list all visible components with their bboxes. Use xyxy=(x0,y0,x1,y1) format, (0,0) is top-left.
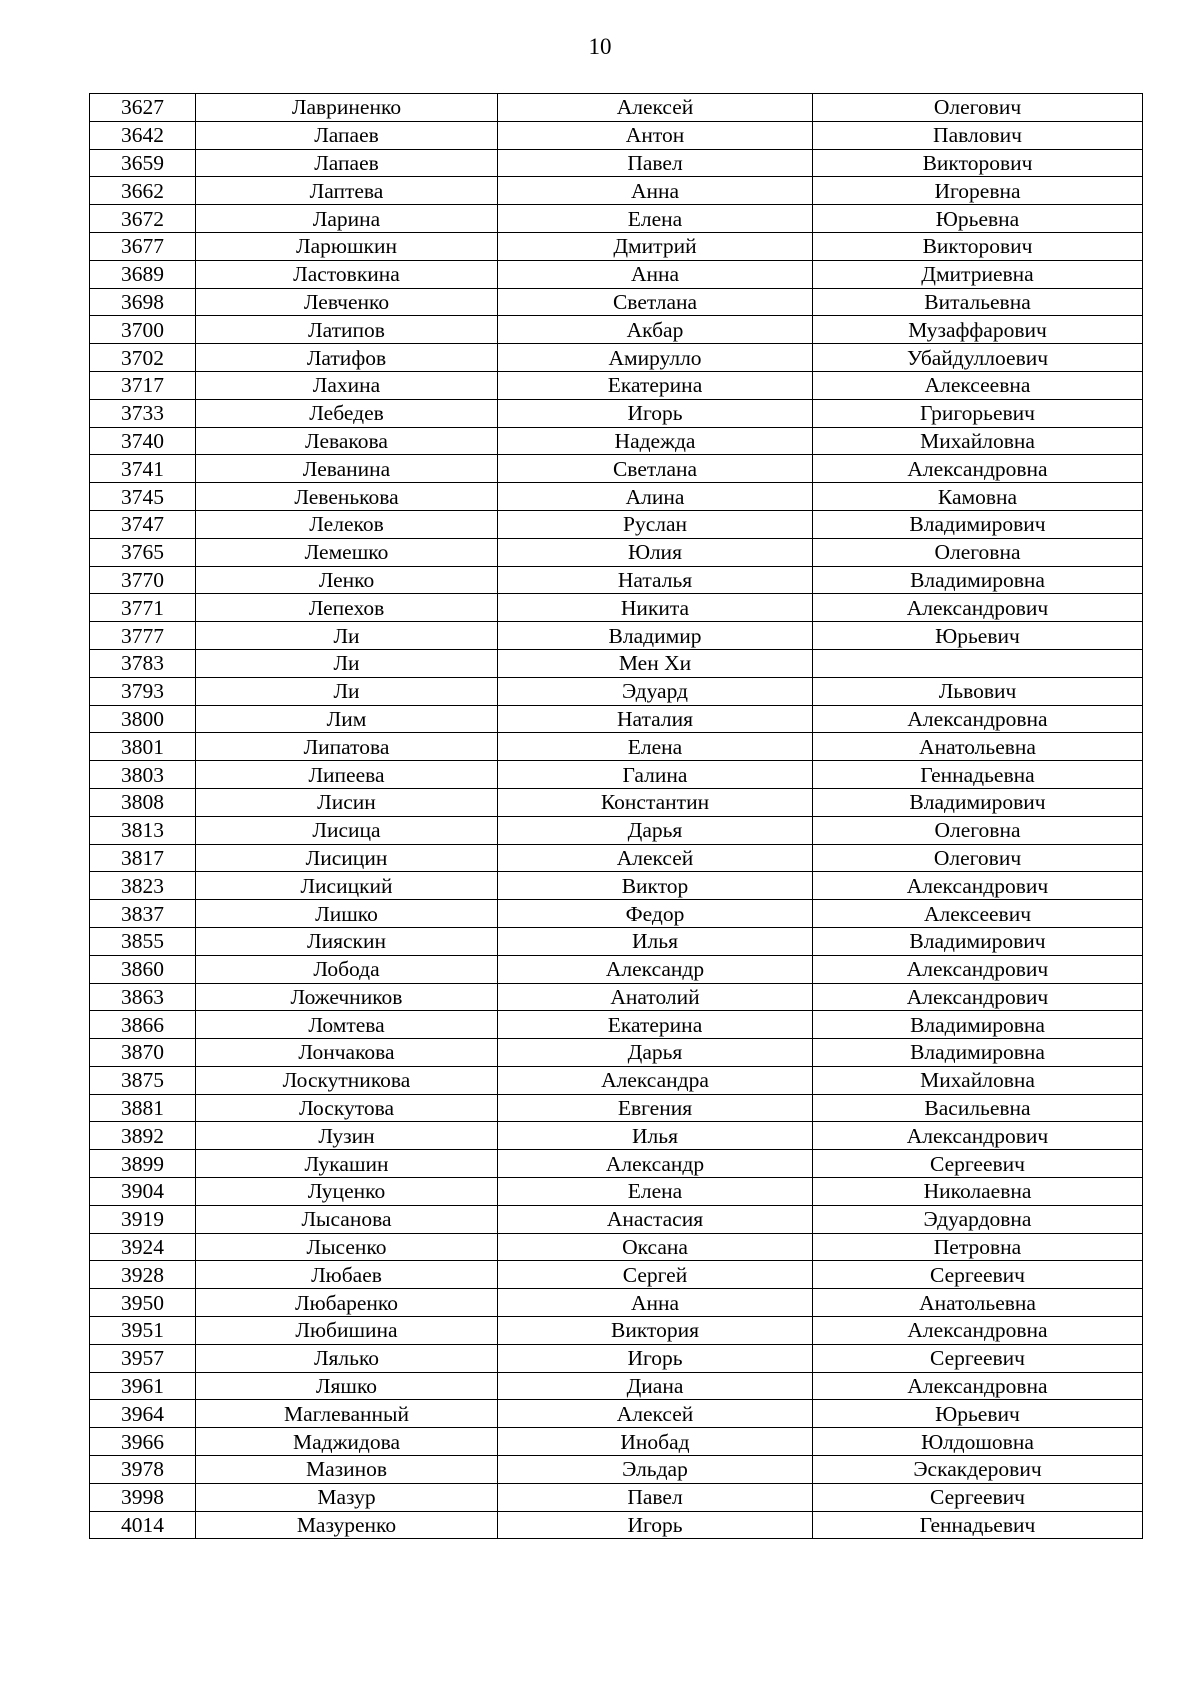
last-name-cell: Ленко xyxy=(196,566,498,594)
id-cell: 3928 xyxy=(90,1261,196,1289)
patronymic-cell: Витальевна xyxy=(813,288,1143,316)
patronymic-cell: Сергеевич xyxy=(813,1344,1143,1372)
first-name-cell: Елена xyxy=(498,1178,813,1206)
patronymic-cell: Алексеевна xyxy=(813,371,1143,399)
patronymic-cell: Александрович xyxy=(813,1122,1143,1150)
last-name-cell: Лахина xyxy=(196,371,498,399)
patronymic-cell: Григорьевич xyxy=(813,399,1143,427)
last-name-cell: Любаренко xyxy=(196,1289,498,1317)
id-cell: 3904 xyxy=(90,1178,196,1206)
id-cell: 3627 xyxy=(90,94,196,122)
patronymic-cell: Сергеевич xyxy=(813,1150,1143,1178)
patronymic-cell: Викторович xyxy=(813,232,1143,260)
patronymic-cell: Павлович xyxy=(813,121,1143,149)
id-cell: 3677 xyxy=(90,232,196,260)
table-row xyxy=(90,232,1143,260)
last-name-cell: Левенькова xyxy=(196,483,498,511)
first-name-cell: Игорь xyxy=(498,1511,813,1539)
first-name-cell: Александра xyxy=(498,1066,813,1094)
patronymic-cell: Владимировна xyxy=(813,566,1143,594)
id-cell: 3919 xyxy=(90,1205,196,1233)
id-cell: 3765 xyxy=(90,538,196,566)
first-name-cell: Сергей xyxy=(498,1261,813,1289)
patronymic-cell: Васильевна xyxy=(813,1094,1143,1122)
first-name-cell: Дмитрий xyxy=(498,232,813,260)
first-name-cell: Мен Хи xyxy=(498,649,813,677)
table-row xyxy=(90,566,1143,594)
first-name-cell: Анатолий xyxy=(498,983,813,1011)
first-name-cell: Эдуард xyxy=(498,677,813,705)
page-number: 10 xyxy=(588,34,612,59)
patronymic-cell: Петровна xyxy=(813,1233,1143,1261)
first-name-cell: Наталия xyxy=(498,705,813,733)
table-row xyxy=(90,205,1143,233)
id-cell: 3740 xyxy=(90,427,196,455)
last-name-cell: Мазуренко xyxy=(196,1511,498,1539)
last-name-cell: Левченко xyxy=(196,288,498,316)
patronymic-cell: Сергеевич xyxy=(813,1483,1143,1511)
id-cell: 3978 xyxy=(90,1456,196,1484)
first-name-cell: Екатерина xyxy=(498,371,813,399)
last-name-cell: Луценко xyxy=(196,1178,498,1206)
last-name-cell: Латифов xyxy=(196,344,498,372)
table-row xyxy=(90,594,1143,622)
first-name-cell: Юлия xyxy=(498,538,813,566)
table-row xyxy=(90,927,1143,955)
patronymic-cell: Эскакдерович xyxy=(813,1456,1143,1484)
id-cell: 3855 xyxy=(90,927,196,955)
first-name-cell: Дарья xyxy=(498,816,813,844)
table-row xyxy=(90,1317,1143,1345)
id-cell: 3813 xyxy=(90,816,196,844)
id-cell: 3866 xyxy=(90,1011,196,1039)
last-name-cell: Лысанова xyxy=(196,1205,498,1233)
table-row xyxy=(90,1150,1143,1178)
patronymic-cell: Убайдуллоевич xyxy=(813,344,1143,372)
first-name-cell: Дарья xyxy=(498,1039,813,1067)
id-cell: 3700 xyxy=(90,316,196,344)
first-name-cell: Алексей xyxy=(498,844,813,872)
id-cell: 3800 xyxy=(90,705,196,733)
patronymic-cell: Игоревна xyxy=(813,177,1143,205)
table-row xyxy=(90,1233,1143,1261)
id-cell: 3745 xyxy=(90,483,196,511)
first-name-cell: Анна xyxy=(498,177,813,205)
patronymic-cell: Сергеевич xyxy=(813,1261,1143,1289)
patronymic-cell: Александрович xyxy=(813,983,1143,1011)
roster-table-body xyxy=(90,94,1143,1539)
table-row xyxy=(90,1372,1143,1400)
last-name-cell: Ларюшкин xyxy=(196,232,498,260)
last-name-cell: Липеева xyxy=(196,761,498,789)
id-cell: 3702 xyxy=(90,344,196,372)
last-name-cell: Леванина xyxy=(196,455,498,483)
first-name-cell: Никита xyxy=(498,594,813,622)
table-row xyxy=(90,622,1143,650)
id-cell: 3964 xyxy=(90,1400,196,1428)
table-row xyxy=(90,649,1143,677)
last-name-cell: Лапаев xyxy=(196,121,498,149)
patronymic-cell: Дмитриевна xyxy=(813,260,1143,288)
first-name-cell: Игорь xyxy=(498,399,813,427)
patronymic-cell: Олеговна xyxy=(813,538,1143,566)
first-name-cell: Евгения xyxy=(498,1094,813,1122)
patronymic-cell: Викторович xyxy=(813,149,1143,177)
last-name-cell: Лемешко xyxy=(196,538,498,566)
first-name-cell: Федор xyxy=(498,900,813,928)
patronymic-cell: Александровна xyxy=(813,455,1143,483)
table-row xyxy=(90,1205,1143,1233)
last-name-cell: Маджидова xyxy=(196,1428,498,1456)
first-name-cell: Анна xyxy=(498,1289,813,1317)
last-name-cell: Лысенко xyxy=(196,1233,498,1261)
last-name-cell: Левакова xyxy=(196,427,498,455)
first-name-cell: Надежда xyxy=(498,427,813,455)
patronymic-cell: Владимировна xyxy=(813,1011,1143,1039)
table-row xyxy=(90,1039,1143,1067)
first-name-cell: Антон xyxy=(498,121,813,149)
last-name-cell: Лузин xyxy=(196,1122,498,1150)
first-name-cell: Светлана xyxy=(498,455,813,483)
patronymic-cell: Юрьевич xyxy=(813,622,1143,650)
patronymic-cell: Геннадьевна xyxy=(813,761,1143,789)
patronymic-cell: Олегович xyxy=(813,844,1143,872)
last-name-cell: Лоскутникова xyxy=(196,1066,498,1094)
first-name-cell: Галина xyxy=(498,761,813,789)
id-cell: 3741 xyxy=(90,455,196,483)
id-cell: 3892 xyxy=(90,1122,196,1150)
first-name-cell: Диана xyxy=(498,1372,813,1400)
last-name-cell: Лебедев xyxy=(196,399,498,427)
last-name-cell: Лукашин xyxy=(196,1150,498,1178)
table-row xyxy=(90,1122,1143,1150)
patronymic-cell: Алексеевич xyxy=(813,900,1143,928)
table-row xyxy=(90,1428,1143,1456)
id-cell: 3957 xyxy=(90,1344,196,1372)
first-name-cell: Алексей xyxy=(498,94,813,122)
roster-table xyxy=(89,93,1143,1539)
table-row xyxy=(90,872,1143,900)
last-name-cell: Лисица xyxy=(196,816,498,844)
table-row xyxy=(90,844,1143,872)
id-cell: 3837 xyxy=(90,900,196,928)
table-row xyxy=(90,260,1143,288)
table-row xyxy=(90,1400,1143,1428)
patronymic-cell: Михайловна xyxy=(813,1066,1143,1094)
table-row xyxy=(90,1289,1143,1317)
table-row xyxy=(90,816,1143,844)
id-cell: 3771 xyxy=(90,594,196,622)
last-name-cell: Лисицкий xyxy=(196,872,498,900)
id-cell: 3777 xyxy=(90,622,196,650)
table-row xyxy=(90,900,1143,928)
first-name-cell: Илья xyxy=(498,1122,813,1150)
id-cell: 3733 xyxy=(90,399,196,427)
first-name-cell: Александр xyxy=(498,955,813,983)
table-row xyxy=(90,1261,1143,1289)
last-name-cell: Лим xyxy=(196,705,498,733)
first-name-cell: Виктор xyxy=(498,872,813,900)
id-cell: 3662 xyxy=(90,177,196,205)
last-name-cell: Лялько xyxy=(196,1344,498,1372)
last-name-cell: Лисин xyxy=(196,788,498,816)
table-row xyxy=(90,316,1143,344)
id-cell: 3717 xyxy=(90,371,196,399)
table-row xyxy=(90,733,1143,761)
id-cell: 3659 xyxy=(90,149,196,177)
patronymic-cell: Александровна xyxy=(813,705,1143,733)
first-name-cell: Владимир xyxy=(498,622,813,650)
patronymic-cell: Николаевна xyxy=(813,1178,1143,1206)
id-cell: 3875 xyxy=(90,1066,196,1094)
table-row xyxy=(90,483,1143,511)
last-name-cell: Лияскин xyxy=(196,927,498,955)
first-name-cell: Илья xyxy=(498,927,813,955)
patronymic-cell: Геннадьевич xyxy=(813,1511,1143,1539)
first-name-cell: Елена xyxy=(498,205,813,233)
table-row xyxy=(90,288,1143,316)
patronymic-cell: Музаффарович xyxy=(813,316,1143,344)
patronymic-cell: Юрьевич xyxy=(813,1400,1143,1428)
last-name-cell: Лепехов xyxy=(196,594,498,622)
first-name-cell: Игорь xyxy=(498,1344,813,1372)
id-cell: 3672 xyxy=(90,205,196,233)
id-cell: 3793 xyxy=(90,677,196,705)
id-cell: 3998 xyxy=(90,1483,196,1511)
first-name-cell: Светлана xyxy=(498,288,813,316)
first-name-cell: Александр xyxy=(498,1150,813,1178)
first-name-cell: Анастасия xyxy=(498,1205,813,1233)
id-cell: 3881 xyxy=(90,1094,196,1122)
patronymic-cell: Анатольевна xyxy=(813,733,1143,761)
first-name-cell: Амирулло xyxy=(498,344,813,372)
last-name-cell: Мазинов xyxy=(196,1456,498,1484)
id-cell: 3924 xyxy=(90,1233,196,1261)
id-cell: 3642 xyxy=(90,121,196,149)
last-name-cell: Лавриненко xyxy=(196,94,498,122)
table-row xyxy=(90,1094,1143,1122)
first-name-cell: Анна xyxy=(498,260,813,288)
table-row xyxy=(90,344,1143,372)
first-name-cell: Алина xyxy=(498,483,813,511)
patronymic-cell: Владимирович xyxy=(813,788,1143,816)
table-row xyxy=(90,177,1143,205)
table-row xyxy=(90,1178,1143,1206)
first-name-cell: Константин xyxy=(498,788,813,816)
first-name-cell: Инобад xyxy=(498,1428,813,1456)
first-name-cell: Алексей xyxy=(498,1400,813,1428)
last-name-cell: Липатова xyxy=(196,733,498,761)
id-cell: 3870 xyxy=(90,1039,196,1067)
last-name-cell: Ларина xyxy=(196,205,498,233)
table-row xyxy=(90,94,1143,122)
id-cell: 3951 xyxy=(90,1317,196,1345)
table-row xyxy=(90,371,1143,399)
last-name-cell: Лобода xyxy=(196,955,498,983)
patronymic-cell: Юлдошовна xyxy=(813,1428,1143,1456)
table-row xyxy=(90,1066,1143,1094)
patronymic-cell: Александрович xyxy=(813,872,1143,900)
last-name-cell: Любишина xyxy=(196,1317,498,1345)
id-cell: 3899 xyxy=(90,1150,196,1178)
last-name-cell: Ляшко xyxy=(196,1372,498,1400)
id-cell: 3698 xyxy=(90,288,196,316)
table-row xyxy=(90,427,1143,455)
patronymic-cell: Эдуардовна xyxy=(813,1205,1143,1233)
patronymic-cell xyxy=(813,649,1143,677)
table-row xyxy=(90,399,1143,427)
patronymic-cell: Александрович xyxy=(813,955,1143,983)
last-name-cell: Ли xyxy=(196,622,498,650)
table-row xyxy=(90,677,1143,705)
table-row xyxy=(90,705,1143,733)
last-name-cell: Лишко xyxy=(196,900,498,928)
first-name-cell: Оксана xyxy=(498,1233,813,1261)
last-name-cell: Мазур xyxy=(196,1483,498,1511)
id-cell: 3863 xyxy=(90,983,196,1011)
patronymic-cell: Камовна xyxy=(813,483,1143,511)
id-cell: 3803 xyxy=(90,761,196,789)
patronymic-cell: Львович xyxy=(813,677,1143,705)
first-name-cell: Акбар xyxy=(498,316,813,344)
patronymic-cell: Михайловна xyxy=(813,427,1143,455)
id-cell: 3747 xyxy=(90,510,196,538)
first-name-cell: Елена xyxy=(498,733,813,761)
first-name-cell: Павел xyxy=(498,1483,813,1511)
patronymic-cell: Владимирович xyxy=(813,510,1143,538)
last-name-cell: Ли xyxy=(196,677,498,705)
table-row xyxy=(90,121,1143,149)
table-row xyxy=(90,1011,1143,1039)
table-row xyxy=(90,538,1143,566)
last-name-cell: Лаптева xyxy=(196,177,498,205)
id-cell: 3689 xyxy=(90,260,196,288)
table-row xyxy=(90,149,1143,177)
table-row xyxy=(90,455,1143,483)
last-name-cell: Лисицин xyxy=(196,844,498,872)
patronymic-cell: Владимирович xyxy=(813,927,1143,955)
id-cell: 3817 xyxy=(90,844,196,872)
table-row xyxy=(90,1511,1143,1539)
first-name-cell: Виктория xyxy=(498,1317,813,1345)
first-name-cell: Эльдар xyxy=(498,1456,813,1484)
table-row xyxy=(90,510,1143,538)
first-name-cell: Павел xyxy=(498,149,813,177)
table-row xyxy=(90,1344,1143,1372)
id-cell: 3961 xyxy=(90,1372,196,1400)
id-cell: 3801 xyxy=(90,733,196,761)
table-row xyxy=(90,761,1143,789)
id-cell: 3860 xyxy=(90,955,196,983)
id-cell: 4014 xyxy=(90,1511,196,1539)
patronymic-cell: Владимировна xyxy=(813,1039,1143,1067)
patronymic-cell: Александровна xyxy=(813,1317,1143,1345)
table-row xyxy=(90,1483,1143,1511)
last-name-cell: Ли xyxy=(196,649,498,677)
last-name-cell: Ластовкина xyxy=(196,260,498,288)
first-name-cell: Руслан xyxy=(498,510,813,538)
table-row xyxy=(90,1456,1143,1484)
last-name-cell: Ложечников xyxy=(196,983,498,1011)
id-cell: 3823 xyxy=(90,872,196,900)
patronymic-cell: Александрович xyxy=(813,594,1143,622)
last-name-cell: Маглеванный xyxy=(196,1400,498,1428)
last-name-cell: Лончакова xyxy=(196,1039,498,1067)
last-name-cell: Латипов xyxy=(196,316,498,344)
last-name-cell: Ломтева xyxy=(196,1011,498,1039)
id-cell: 3808 xyxy=(90,788,196,816)
last-name-cell: Лапаев xyxy=(196,149,498,177)
last-name-cell: Любаев xyxy=(196,1261,498,1289)
id-cell: 3950 xyxy=(90,1289,196,1317)
table-row xyxy=(90,955,1143,983)
table-row xyxy=(90,983,1143,1011)
first-name-cell: Екатерина xyxy=(498,1011,813,1039)
id-cell: 3966 xyxy=(90,1428,196,1456)
patronymic-cell: Олегович xyxy=(813,94,1143,122)
patronymic-cell: Юрьевна xyxy=(813,205,1143,233)
last-name-cell: Лелеков xyxy=(196,510,498,538)
patronymic-cell: Александровна xyxy=(813,1372,1143,1400)
id-cell: 3770 xyxy=(90,566,196,594)
patronymic-cell: Анатольевна xyxy=(813,1289,1143,1317)
patronymic-cell: Олеговна xyxy=(813,816,1143,844)
first-name-cell: Наталья xyxy=(498,566,813,594)
id-cell: 3783 xyxy=(90,649,196,677)
last-name-cell: Лоскутова xyxy=(196,1094,498,1122)
table-row xyxy=(90,788,1143,816)
